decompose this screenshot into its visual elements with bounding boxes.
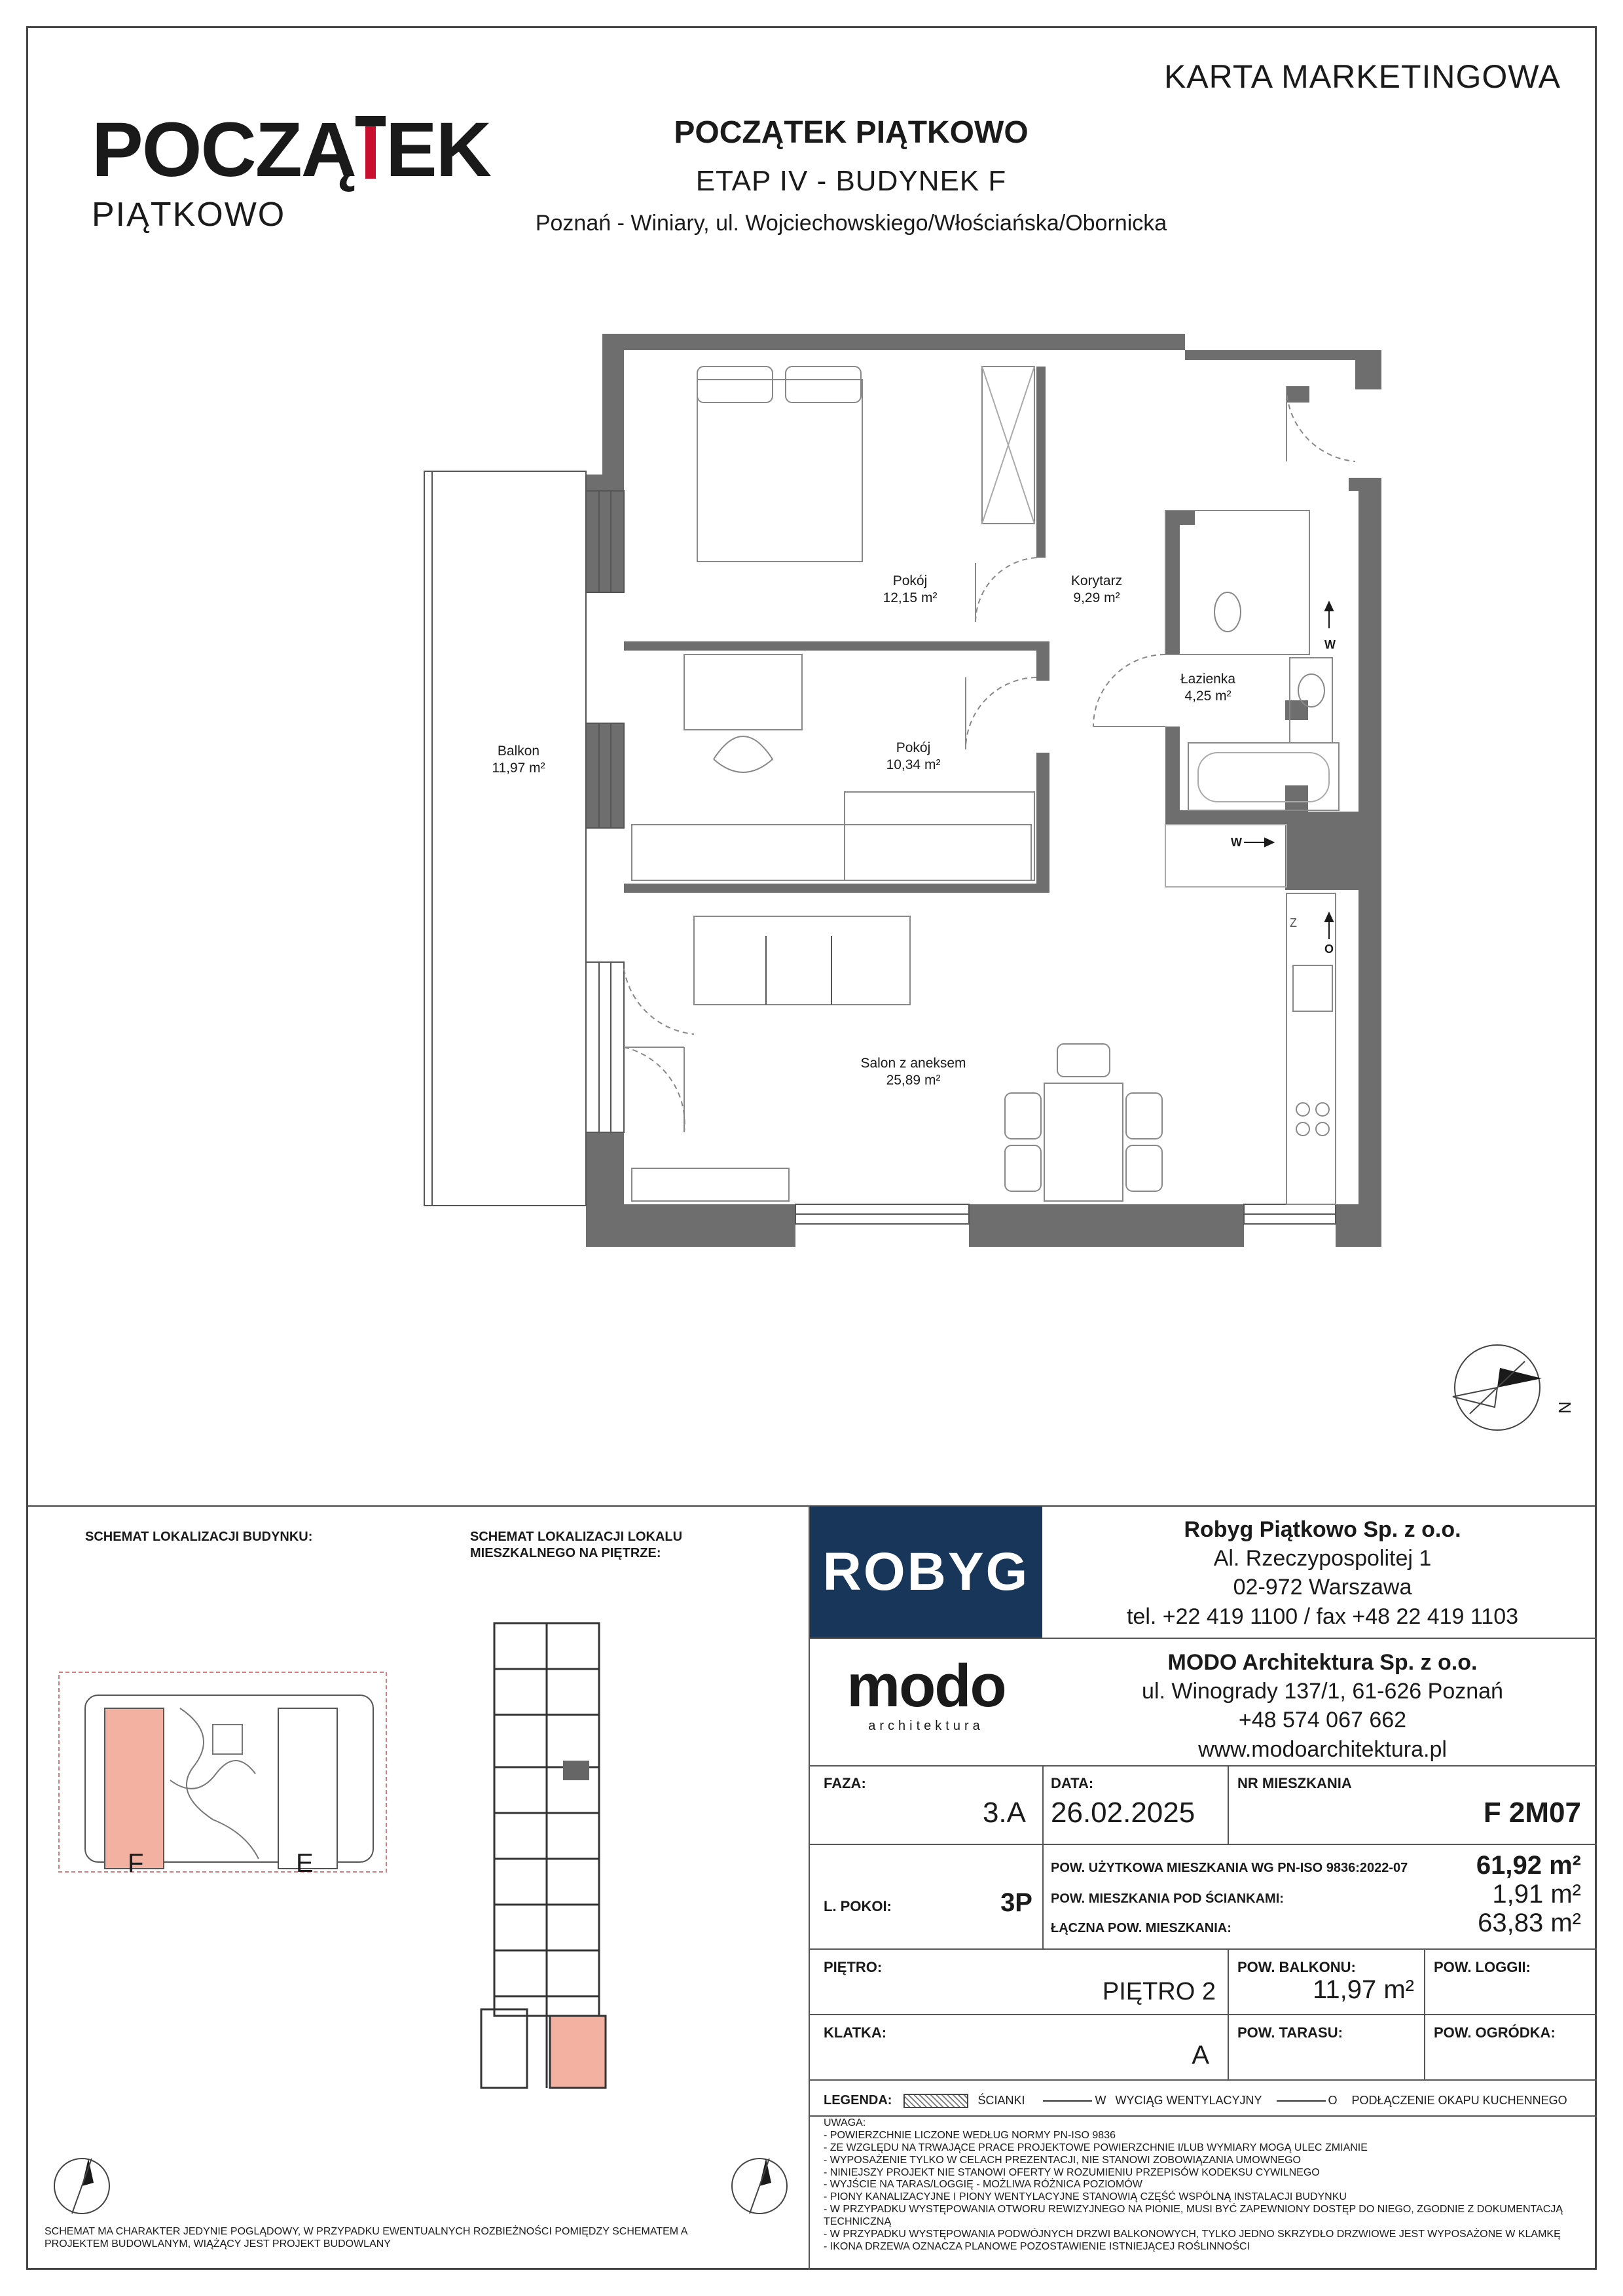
- unit-scheme-title-2: MIESZKALNEGO NA PIĘTRZE:: [470, 1546, 661, 1560]
- col-line: [1042, 1844, 1044, 1948]
- note-line: - W PRZYPADKU WYSTĘPOWANIA OTWORU REWIZYJNEGO NA PIONIE, MUSI BYĆ ZAPEWNIONY DOSTĘP DO NIEGO, ZGODNIE Z DOKUMENTACJĄ: [824, 2204, 1563, 2215]
- data-value: 26.02.2025: [1051, 1797, 1195, 1829]
- legend-o: O: [1328, 2094, 1338, 2107]
- pow-sc-label: POW. MIESZKANIA POD ŚCIANKAMI:: [1051, 1892, 1284, 1906]
- room-area: 25,89 m²: [886, 1073, 941, 1088]
- logo-main-a: POCZĄ: [92, 107, 356, 193]
- architect-www: www.modoarchitektura.pl: [1198, 1736, 1447, 1762]
- pietro-value: PIĘTRO 2: [1102, 1978, 1216, 2005]
- stage-title: ETAP IV - BUDYNEK F: [695, 165, 1007, 197]
- ogrodek-label: POW. OGRÓDKA:: [1434, 2024, 1556, 2041]
- room-area: 11,97 m²: [492, 761, 545, 776]
- hatched-wall-icon: [903, 2094, 968, 2108]
- vent-mark-w1: W: [1324, 638, 1336, 651]
- modo-logo: [810, 1653, 1042, 1734]
- pokoi-value: 3P: [1000, 1888, 1032, 1917]
- notes-title: UWAGA:: [824, 2117, 866, 2128]
- legend-okap: PODŁĄCZENIE OKAPU KUCHENNEGO: [1351, 2094, 1567, 2107]
- room-pokoj-2: [867, 740, 959, 774]
- modo-logo-text: modo: [847, 1653, 1006, 1719]
- robyg-logo-text: ROBYG: [822, 1542, 1030, 1602]
- room-name: Korytarz: [1070, 573, 1123, 588]
- row-line: [810, 2115, 1597, 2117]
- room-balkon: [473, 743, 564, 778]
- row-line: [810, 1765, 1597, 1767]
- note-line: TECHNICZNĄ: [824, 2216, 892, 2227]
- developer-address1: Al. Rzeczypospolitej 1: [1213, 1546, 1432, 1571]
- hood-mark-o: O: [1324, 942, 1334, 956]
- building-scheme-title: SCHEMAT LOKALIZACJI BUDYNKU:: [85, 1530, 313, 1544]
- pow-uz-label: POW. UŻYTKOWA MIESZKANIA WG PN-ISO 9836:2022-07: [1051, 1861, 1408, 1875]
- project-title: POCZĄTEK PIĄTKOWO: [674, 115, 1029, 150]
- room-name: Pokój: [896, 740, 931, 755]
- unit-scheme: [475, 1617, 632, 2094]
- compass-small-icon-2: [727, 2153, 792, 2219]
- compass-north-label: N: [1554, 1401, 1575, 1414]
- klatka-value: A: [1192, 2041, 1209, 2070]
- taras-label: POW. TARASU:: [1237, 2024, 1343, 2041]
- disclaimer: [45, 2225, 687, 2250]
- room-name: Salon z aneksem: [860, 1056, 966, 1071]
- faza-value: 3.A: [982, 1797, 1026, 1829]
- logo-sub: PIĄTKOWO: [92, 196, 286, 234]
- room-area: 10,34 m²: [886, 757, 941, 773]
- room-name: Łazienka: [1180, 672, 1236, 687]
- walls: [586, 334, 1381, 1247]
- legend-w: W: [1095, 2094, 1106, 2107]
- row-line: [810, 2014, 1597, 2015]
- balkon-value: 11,97 m²: [1313, 1975, 1414, 2004]
- card-type: KARTA MARKETINGOWA: [1163, 58, 1561, 95]
- pietro-label: PIĘTRO:: [824, 1959, 883, 1975]
- row-line: [810, 1948, 1597, 1950]
- balkon-label: POW. BALKONU:: [1237, 1959, 1356, 1975]
- compass-icon: [1450, 1342, 1568, 1440]
- pokoi-label: L. POKOI:: [824, 1898, 892, 1914]
- note-line: - IKONA DRZEWA OZNACZA PLANOWE POZOSTAWIENIE ISTNIEJĄCEJ ROŚLINNOŚCI: [824, 2240, 1250, 2252]
- legend-title: LEGENDA:: [824, 2093, 892, 2108]
- room-area: 9,29 m²: [1073, 590, 1120, 606]
- pow-sc-value: 1,91 m²: [1492, 1880, 1581, 1909]
- note-line: - NINIEJSZY PROJEKT NIE STANOWI OFERTY W ROZUMIENIU PRZEPISÓW KODEKSU CYWILNEGO: [824, 2166, 1320, 2178]
- room-pokoj-1: [864, 573, 956, 607]
- architect-info: [1048, 1648, 1597, 1764]
- klatka-label: KLATKA:: [824, 2024, 887, 2041]
- note-line: - WYJŚCIE NA TARAS/LOGGIĘ - MOŻLIWA RÓŻNICA POZIOMÓW: [824, 2179, 1142, 2191]
- project-address: Poznań - Winiary, ul. Wojciechowskiego/Włościańska/Obornicka: [535, 211, 1167, 236]
- room-lazienka: [1162, 671, 1254, 706]
- note-line: - ZE WZGLĘDU NA TRWAJĄCE PRACE PROJEKTOWE POWIERZCHNIE I/LUB WYMIARY MOGĄ ULEC ZMIANIE: [824, 2142, 1368, 2153]
- faza-label: FAZA:: [824, 1775, 866, 1791]
- developer-phone: tel. +22 419 1100 / fax +48 22 419 1103: [1126, 1604, 1519, 1629]
- compass-small-icon-1: [49, 2153, 115, 2219]
- nr-value: F 2M07: [1483, 1797, 1581, 1829]
- row-line: [810, 1638, 1597, 1639]
- room-korytarz: [1051, 573, 1142, 607]
- developer-address2: 02-972 Warszawa: [1233, 1575, 1412, 1600]
- pow-uz-value: 61,92 m²: [1476, 1851, 1581, 1880]
- room-salon: [841, 1055, 985, 1090]
- floor-plan: [393, 314, 1414, 1270]
- architect-name: MODO Architektura Sp. z o.o.: [1167, 1650, 1478, 1675]
- row-line: [810, 2079, 1597, 2081]
- architect-address: ul. Winogrady 137/1, 61-626 Poznań: [1142, 1679, 1503, 1704]
- disclaimer-line-1: SCHEMAT MA CHARAKTER JEDYNIE POGLĄDOWY, W PRZYPADKU EWENTUALNYCH ROZBIEŻNOŚCI POMIĘDZY SCHEMATEM A: [45, 2226, 688, 2237]
- vent-mark-w2: W: [1231, 836, 1242, 849]
- architect-phone: +48 574 067 662: [1238, 1708, 1407, 1733]
- windows: [424, 367, 1355, 1224]
- room-name: Pokój: [892, 573, 928, 588]
- loggia-label: POW. LOGGII:: [1434, 1959, 1531, 1975]
- notes: [824, 2117, 1590, 2253]
- pow-lacz-value: 63,83 m²: [1478, 1909, 1581, 1937]
- room-name: Balkon: [497, 744, 540, 759]
- room-area: 4,25 m²: [1184, 689, 1231, 704]
- robyg-logo: [810, 1507, 1042, 1638]
- room-area: 12,15 m²: [883, 590, 938, 606]
- hood-arrow-icon: [1277, 2100, 1326, 2102]
- note-line: - W PRZYPADKU WYSTĘPOWANIA PODWÓJNYCH DRZWI BALKONOWYCH, TYLKO JEDNO SKRZYDŁO DRZWIOWE JEST WYPOSAŻONE W KLAMKĘ: [824, 2228, 1561, 2240]
- note-line: - POWIERZCHNIE LICZONE WEDŁUG NORMY PN-ISO 9836: [824, 2129, 1116, 2141]
- col-line: [1042, 1765, 1044, 1844]
- legend: [824, 2086, 1590, 2115]
- note-line: - PIONY KANALIZACYJNE I PIONY WENTYLACYJNE STANOWIĄ CZĘŚĆ WSPÓLNĄ INSTALACJI BUDYNKU: [824, 2191, 1347, 2203]
- legend-wyciag: WYCIĄG WENTYLACYJNY: [1115, 2094, 1262, 2107]
- building-e-label: E: [296, 1849, 314, 1878]
- vent-arrow-icon: [1043, 2100, 1092, 2102]
- building-f-label: F: [128, 1849, 144, 1878]
- pow-lacz-label: ŁĄCZNA POW. MIESZKANIA:: [1051, 1921, 1231, 1935]
- building-scheme: [56, 1669, 390, 1878]
- developer-info: [1048, 1515, 1597, 1631]
- note-line: - WYPOSAŻENIE TYLKO W CELACH PREZENTACJI, NIE STANOWI ZOBOWIĄZANIA UMOWNEGO: [824, 2154, 1301, 2166]
- unit-scheme-title-1: SCHEMAT LOKALIZACJI LOKALU: [470, 1530, 683, 1544]
- modo-logo-sub: architektura: [868, 1719, 984, 1733]
- developer-name: Robyg Piątkowo Sp. z o.o.: [1184, 1517, 1461, 1542]
- legend-scianki: ŚCIANKI: [977, 2094, 1025, 2107]
- data-label: DATA:: [1051, 1775, 1094, 1791]
- nr-label: NR MIESZKANIA: [1237, 1775, 1352, 1791]
- logo-main-b: EK: [386, 107, 490, 193]
- row-line: [810, 1844, 1597, 1845]
- hood-mark-z: Z: [1290, 916, 1297, 929]
- disclaimer-line-2: PROJEKTEM BUDOWLANYM, WIĄŻĄCY JEST PROJEKT BUDOWLANY: [45, 2238, 391, 2250]
